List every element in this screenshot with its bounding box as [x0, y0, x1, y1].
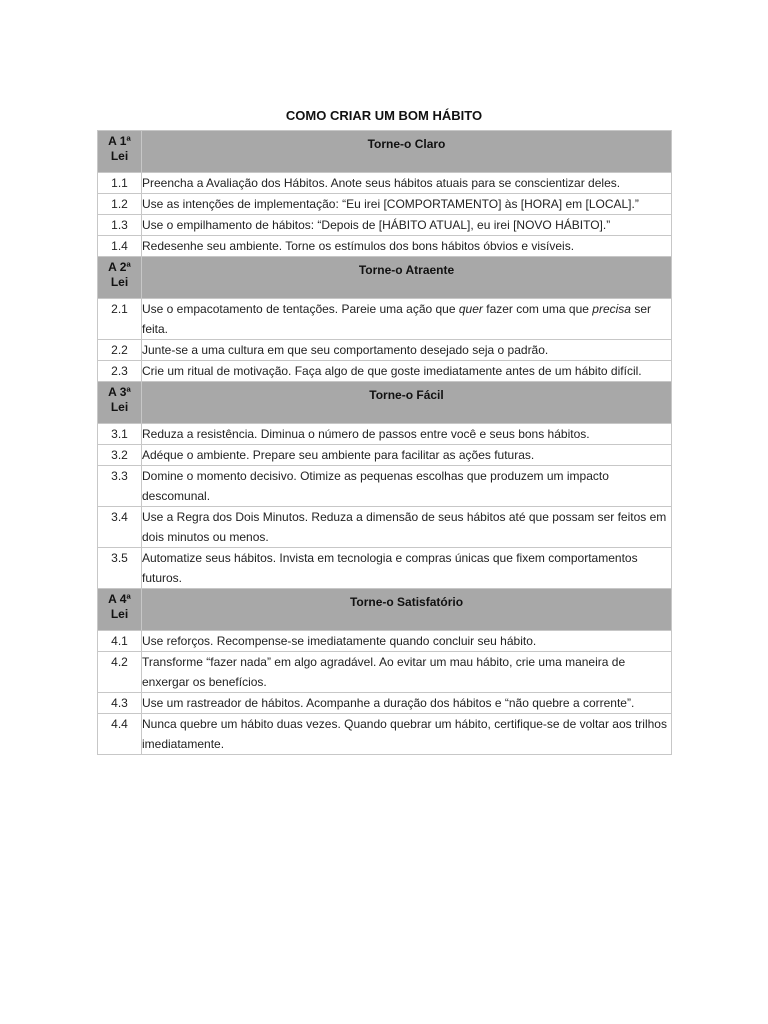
law-header-row [98, 382, 672, 424]
table-row [98, 215, 672, 236]
item-text: Use as intenções de implementação: “Eu irei [COMPORTAMENTO] às [HORA] em [LOCAL].” [142, 194, 672, 215]
item-text-emphasis: precisa [592, 302, 631, 316]
item-text-part: Use o empacotamento de tentações. Pareie uma ação que [142, 302, 459, 316]
law-title: Torne-o Claro [142, 131, 672, 173]
item-text: Automatize seus hábitos. Invista em tecnologia e compras únicas que fixem comportamentos futuros. [142, 548, 672, 589]
item-text: Junte-se a uma cultura em que seu comportamento desejado seja o padrão. [142, 340, 672, 361]
item-text: Reduza a resistência. Diminua o número de passos entre você e seus bons hábitos. [142, 424, 672, 445]
table-row [98, 631, 672, 652]
item-text: Redesenhe seu ambiente. Torne os estímulos dos bons hábitos óbvios e visíveis. [142, 236, 672, 257]
law-label-ordinal: A 4ª [108, 592, 131, 606]
table-row [98, 424, 672, 445]
table-row [98, 236, 672, 257]
item-text: Nunca quebre um hábito duas vezes. Quando quebrar um hábito, certifique-se de voltar aos trilhos imediatamente. [142, 714, 672, 755]
law-label [98, 257, 142, 299]
table-row [98, 194, 672, 215]
law-label-ordinal: A 1ª [108, 134, 131, 148]
item-number: 4.4 [98, 714, 142, 755]
law-header-row [98, 589, 672, 631]
law-label [98, 589, 142, 631]
item-number: 1.1 [98, 173, 142, 194]
table-row [98, 299, 672, 340]
table-row [98, 340, 672, 361]
item-text: Use reforços. Recompense-se imediatamente quando concluir seu hábito. [142, 631, 672, 652]
item-number: 3.5 [98, 548, 142, 589]
law-label-word: Lei [110, 149, 129, 163]
item-text: Adéque o ambiente. Prepare seu ambiente para facilitar as ações futuras. [142, 445, 672, 466]
item-text-emphasis: quer [458, 302, 483, 316]
item-text: Transforme “fazer nada” em algo agradável. Ao evitar um mau hábito, crie uma maneira de enxergar os benefícios. [142, 652, 672, 693]
item-text: Preencha a Avaliação dos Hábitos. Anote seus hábitos atuais para se conscientizar deles. [142, 173, 672, 194]
table-row [98, 507, 672, 548]
item-text: Use o empilhamento de hábitos: “Depois de [HÁBITO ATUAL], eu irei [NOVO HÁBITO].” [142, 215, 672, 236]
law-title: Torne-o Atraente [142, 257, 672, 299]
item-number: 2.3 [98, 361, 142, 382]
item-number: 2.2 [98, 340, 142, 361]
law-title: Torne-o Fácil [142, 382, 672, 424]
item-text: Use um rastreador de hábitos. Acompanhe a duração dos hábitos e “não quebre a corrente”. [142, 693, 672, 714]
item-number: 4.2 [98, 652, 142, 693]
law-label-word: Lei [110, 607, 129, 621]
item-text: Use a Regra dos Dois Minutos. Reduza a dimensão de seus hábitos até que possam ser feitos em dois minutos ou menos. [142, 507, 672, 548]
table-row [98, 445, 672, 466]
table-row [98, 173, 672, 194]
item-number: 3.1 [98, 424, 142, 445]
item-number: 1.4 [98, 236, 142, 257]
item-number: 3.3 [98, 466, 142, 507]
item-number: 4.1 [98, 631, 142, 652]
law-header-row [98, 257, 672, 299]
item-text [142, 299, 672, 340]
item-number: 1.2 [98, 194, 142, 215]
table-row [98, 693, 672, 714]
table-row [98, 361, 672, 382]
item-number: 4.3 [98, 693, 142, 714]
habits-table [97, 130, 672, 755]
item-number: 1.3 [98, 215, 142, 236]
item-text-part: fazer com uma que [482, 302, 593, 316]
law-label-ordinal: A 3ª [108, 385, 131, 399]
item-text: Crie um ritual de motivação. Faça algo de que goste imediatamente antes de um hábito difícil. [142, 361, 672, 382]
item-text: Domine o momento decisivo. Otimize as pequenas escolhas que produzem um impacto descomunal. [142, 466, 672, 507]
item-number: 2.1 [98, 299, 142, 340]
item-number: 3.2 [98, 445, 142, 466]
table-row [98, 466, 672, 507]
table-row [98, 652, 672, 693]
item-number: 3.4 [98, 507, 142, 548]
law-label-word: Lei [110, 275, 129, 289]
law-header-row [98, 131, 672, 173]
law-label-ordinal: A 2ª [108, 260, 131, 274]
table-row [98, 548, 672, 589]
law-title: Torne-o Satisfatório [142, 589, 672, 631]
law-label-word: Lei [110, 400, 129, 414]
law-label [98, 382, 142, 424]
page-title: COMO CRIAR UM BOM HÁBITO [285, 108, 483, 123]
law-label [98, 131, 142, 173]
item-text-part: ser feita. [142, 302, 651, 336]
table-row [98, 714, 672, 755]
